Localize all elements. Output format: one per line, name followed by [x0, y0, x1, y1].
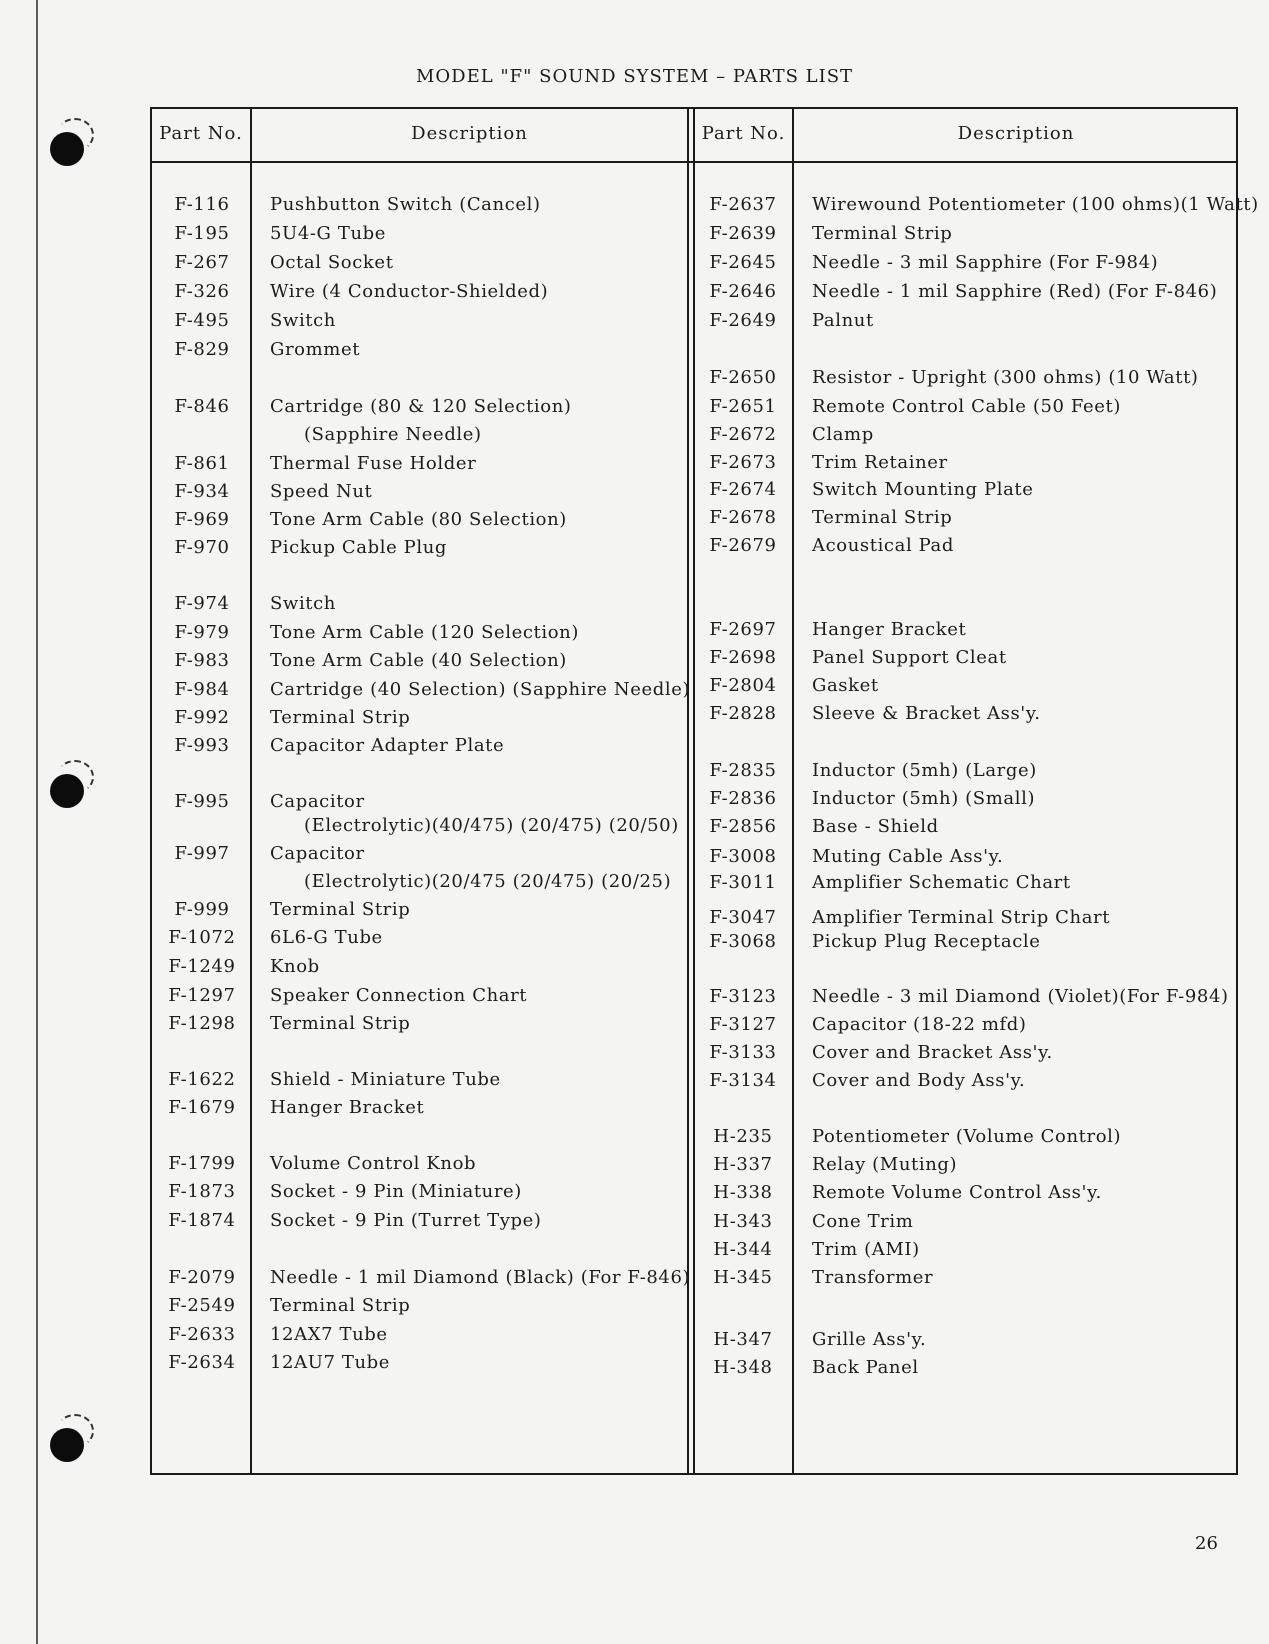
part-number: F-2651: [709, 396, 777, 417]
part-number: F-969: [174, 509, 230, 530]
table-row: [152, 644, 1236, 672]
table-row: [152, 983, 1236, 1011]
part-number: F-3008: [709, 846, 777, 867]
table-row: [152, 616, 1236, 644]
table-row: [152, 1123, 1236, 1151]
part-description: Hanger Bracket: [812, 619, 967, 640]
part-description: Terminal Strip: [270, 1013, 411, 1034]
part-description: Terminal Strip: [270, 707, 411, 728]
part-description: Amplifier Schematic Chart: [812, 872, 1071, 893]
part-number: F-2674: [709, 479, 777, 500]
part-description: Wire (4 Conductor-Shielded): [270, 281, 549, 302]
part-description: Knob: [270, 956, 320, 977]
part-description: Sleeve & Bracket Ass'y.: [812, 703, 1041, 724]
part-description: Capacitor (18-22 mfd): [812, 1014, 1027, 1035]
part-number: F-2672: [709, 424, 777, 445]
part-number: F-1622: [168, 1069, 236, 1090]
part-description: Gasket: [812, 675, 879, 696]
table-row: [152, 1292, 1236, 1320]
binder-margin-line: [36, 0, 38, 1644]
part-description: Terminal Strip: [270, 1295, 411, 1316]
part-number: F-2856: [709, 816, 777, 837]
part-number: F-995: [174, 791, 230, 812]
table-row: [152, 1179, 1236, 1207]
part-description: Needle - 3 mil Diamond (Violet)(For F-984): [812, 986, 1229, 1007]
part-description: Socket - 9 Pin (Turret Type): [270, 1210, 542, 1231]
table-row: [152, 869, 1236, 897]
part-number: F-495: [174, 310, 230, 331]
part-number: F-861: [174, 453, 230, 474]
table-row: [152, 590, 1236, 618]
part-number: H-337: [713, 1154, 773, 1175]
part-description: Relay (Muting): [812, 1154, 958, 1175]
part-description: Clamp: [812, 424, 874, 445]
table-row: [152, 1067, 1236, 1095]
table-row: [152, 843, 1236, 871]
part-number: F-2828: [709, 703, 777, 724]
part-description: Potentiometer (Volume Control): [812, 1126, 1122, 1147]
part-number: F-1297: [168, 985, 236, 1006]
part-description: Tone Arm Cable (80 Selection): [270, 509, 567, 530]
part-description: Needle - 1 mil Diamond (Black) (For F-846): [270, 1267, 691, 1288]
table-row: [152, 336, 1236, 364]
part-number: F-195: [174, 223, 230, 244]
part-number: F-974: [174, 593, 230, 614]
part-description: Capacitor: [270, 843, 365, 864]
table-row: [152, 220, 1236, 248]
table-row: [152, 249, 1236, 277]
part-description: Cartridge (40 Selection) (Sapphire Needle): [270, 679, 691, 700]
part-number: F-2678: [709, 507, 777, 528]
part-number: F-999: [174, 899, 230, 920]
part-number: F-1298: [168, 1013, 236, 1034]
left-part-no-header: Part No.: [159, 123, 243, 144]
table-row: [152, 757, 1236, 785]
part-number: F-2637: [709, 194, 777, 215]
part-number: F-3134: [709, 1070, 777, 1091]
part-description: 12AX7 Tube: [270, 1324, 388, 1345]
part-number: H-345: [713, 1267, 773, 1288]
part-number: F-2697: [709, 619, 777, 640]
table-row: [152, 1208, 1236, 1236]
part-number: H-347: [713, 1329, 773, 1350]
punch-hole-middle: [50, 774, 84, 808]
part-number: F-3133: [709, 1042, 777, 1063]
part-description: Capacitor Adapter Plate: [270, 735, 505, 756]
table-row: [152, 504, 1236, 532]
part-number: F-970: [174, 537, 230, 558]
page-title: MODEL "F" SOUND SYSTEM – PARTS LIST: [415, 66, 854, 87]
part-description: Panel Support Cleat: [812, 647, 1007, 668]
part-number: F-846: [174, 396, 230, 417]
part-description: Trim Retainer: [812, 452, 948, 473]
part-description: Cone Trim: [812, 1211, 914, 1232]
part-description: Speaker Connection Chart: [270, 985, 528, 1006]
table-row: [152, 278, 1236, 306]
table-row: [152, 307, 1236, 335]
part-description: Inductor (5mh) (Large): [812, 760, 1037, 781]
part-number: F-2639: [709, 223, 777, 244]
part-description: Muting Cable Ass'y.: [812, 846, 1004, 867]
part-description: Cover and Bracket Ass'y.: [812, 1042, 1053, 1063]
part-number: F-1873: [168, 1181, 236, 1202]
part-description: Back Panel: [812, 1357, 919, 1378]
part-description: Remote Volume Control Ass'y.: [812, 1182, 1102, 1203]
part-description: Resistor - Upright (300 ohms) (10 Watt): [812, 367, 1199, 388]
part-number: F-979: [174, 622, 230, 643]
part-number: F-2549: [168, 1295, 236, 1316]
part-description: Capacitor: [270, 791, 365, 812]
table-row: [152, 364, 1236, 392]
part-number: H-343: [713, 1211, 773, 1232]
right-description-header: Description: [957, 123, 1075, 144]
table-row: [152, 1151, 1236, 1179]
part-description: Pickup Plug Receptacle: [812, 931, 1041, 952]
table-row: [152, 700, 1236, 728]
part-number: H-344: [713, 1239, 773, 1260]
part-number: F-983: [174, 650, 230, 671]
part-description: Tone Arm Cable (120 Selection): [270, 622, 579, 643]
part-number: F-2698: [709, 647, 777, 668]
part-description: Trim (AMI): [812, 1239, 920, 1260]
part-description: Palnut: [812, 310, 874, 331]
part-description: Socket - 9 Pin (Miniature): [270, 1181, 522, 1202]
part-number: F-3011: [709, 872, 777, 893]
part-description: Tone Arm Cable (40 Selection): [270, 650, 567, 671]
part-number: H-348: [713, 1357, 773, 1378]
part-number: H-338: [713, 1182, 773, 1203]
part-description: Amplifier Terminal Strip Chart: [812, 907, 1111, 928]
table-row: [152, 953, 1236, 981]
part-number: F-1249: [168, 956, 236, 977]
part-number: F-2079: [168, 1267, 236, 1288]
table-row: [152, 449, 1236, 477]
table-row: [152, 1094, 1236, 1122]
part-number: F-1799: [168, 1153, 236, 1174]
parts-table: [150, 107, 1259, 1475]
part-description: (Electrolytic)(40/475) (20/475) (20/50): [304, 815, 679, 836]
part-number: F-1072: [168, 927, 236, 948]
part-description: Hanger Bracket: [270, 1097, 425, 1118]
part-description: Cartridge (80 & 120 Selection): [270, 396, 572, 417]
part-description: (Sapphire Needle): [304, 424, 482, 445]
part-description: Remote Control Cable (50 Feet): [812, 396, 1121, 417]
part-description: Octal Socket: [270, 252, 394, 273]
header-rule: [152, 161, 1236, 163]
part-number: F-997: [174, 843, 230, 864]
part-number: F-993: [174, 735, 230, 756]
punch-hole-top: [50, 132, 84, 166]
table-row: [152, 393, 1236, 421]
part-description: Switch Mounting Plate: [812, 479, 1034, 500]
punch-hole-bottom: [50, 1428, 84, 1462]
part-description: 5U4-G Tube: [270, 223, 387, 244]
part-number: F-3047: [709, 907, 777, 928]
part-description: Thermal Fuse Holder: [270, 453, 477, 474]
table-row: [152, 732, 1236, 760]
part-description: (Electrolytic)(20/475 (20/475) (20/25): [304, 871, 672, 892]
part-number: F-2649: [709, 310, 777, 331]
part-description: Cover and Body Ass'y.: [812, 1070, 1026, 1091]
part-description: Needle - 3 mil Sapphire (For F-984): [812, 252, 1159, 273]
part-description: Inductor (5mh) (Small): [812, 788, 1036, 809]
part-description: Terminal Strip: [812, 507, 953, 528]
part-number: F-326: [174, 281, 230, 302]
part-description: Speed Nut: [270, 481, 373, 502]
part-number: F-3068: [709, 931, 777, 952]
part-number: F-116: [174, 194, 230, 215]
part-description: 12AU7 Tube: [270, 1352, 391, 1373]
part-number: F-2634: [168, 1352, 236, 1373]
part-number: F-1679: [168, 1097, 236, 1118]
part-number: F-2650: [709, 367, 777, 388]
part-description: Pushbutton Switch (Cancel): [270, 194, 541, 215]
table-row: [152, 476, 1236, 504]
table-row: [152, 532, 1236, 560]
right-part-no-header: Part No.: [701, 123, 786, 144]
part-number: F-267: [174, 252, 230, 273]
part-description: Volume Control Knob: [270, 1153, 477, 1174]
part-description: Terminal Strip: [812, 223, 953, 244]
part-description: Needle - 1 mil Sapphire (Red) (For F-846): [812, 281, 1218, 302]
table-row: [152, 672, 1236, 700]
part-number: H-235: [713, 1126, 773, 1147]
part-number: F-2633: [168, 1324, 236, 1345]
part-description: Pickup Cable Plug: [270, 537, 448, 558]
part-number: F-2804: [709, 675, 777, 696]
table-row: [152, 1039, 1236, 1067]
part-description: Switch: [270, 593, 337, 614]
part-number: F-2646: [709, 281, 777, 302]
part-description: 6L6-G Tube: [270, 927, 383, 948]
part-number: F-2673: [709, 452, 777, 473]
table-row: [152, 421, 1236, 449]
table-row: [152, 1354, 1236, 1382]
part-description: Switch: [270, 310, 337, 331]
table-row: [152, 1236, 1236, 1264]
part-description: Acoustical Pad: [812, 535, 954, 556]
part-description: Grommet: [270, 339, 361, 360]
part-number: F-1874: [168, 1210, 236, 1231]
table-row: [152, 928, 1236, 956]
part-description: Terminal Strip: [270, 899, 411, 920]
part-number: F-2679: [709, 535, 777, 556]
part-number: F-829: [174, 339, 230, 360]
part-number: F-934: [174, 481, 230, 502]
part-description: Shield - Miniature Tube: [270, 1069, 501, 1090]
part-description: Wirewound Potentiometer (100 ohms)(1 Watt): [812, 194, 1259, 215]
part-description: Transformer: [812, 1267, 934, 1288]
page-number: 26: [1195, 1533, 1218, 1554]
table-row: [152, 1326, 1236, 1354]
table-row: [152, 191, 1259, 219]
table-row: [152, 1264, 1236, 1292]
left-description-header: Description: [411, 123, 528, 144]
part-description: Base - Shield: [812, 816, 939, 837]
part-number: F-992: [174, 707, 230, 728]
part-number: F-3123: [709, 986, 777, 1007]
part-number: F-3127: [709, 1014, 777, 1035]
table-row: [152, 1011, 1236, 1039]
part-number: F-984: [174, 679, 230, 700]
part-number: F-2836: [709, 788, 777, 809]
part-number: F-2645: [709, 252, 777, 273]
table-row: [152, 813, 1236, 841]
part-number: F-2835: [709, 760, 777, 781]
table-row: [152, 785, 1236, 813]
part-description: Grille Ass'y.: [812, 1329, 927, 1350]
